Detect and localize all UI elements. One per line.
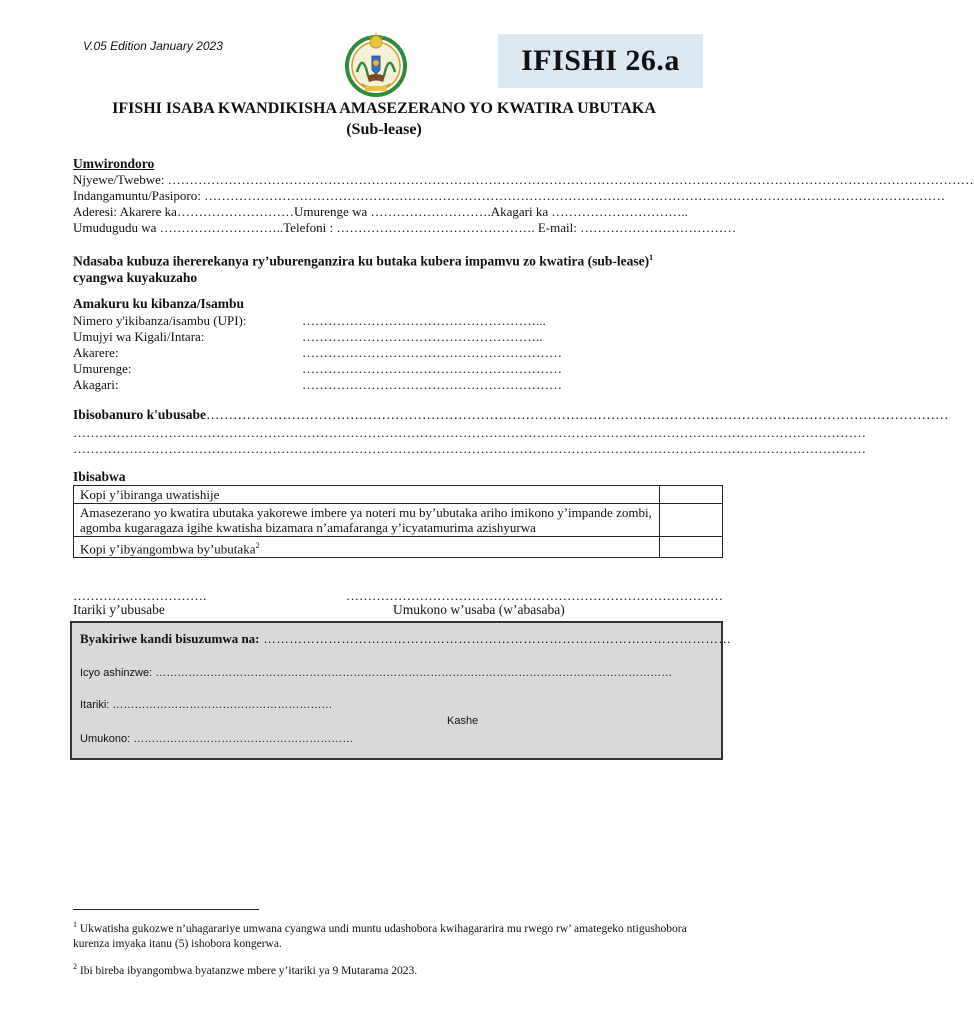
officer-role-dots: ……………………………………………………………………………………………………………………………: [152, 667, 673, 679]
document-item-lease-contract: Amasezerano yo kwatira ubutaka yakorewe imbere ya noteri mu by’ubutaka ariho imikono y’impande zombi, agomba kugaragaza igihe kwatisha bizamara n’amafaranga y’icyatamurima azishyurwa: [74, 504, 660, 537]
explanation-label: Ibisobanuro k'ubusabe: [73, 407, 206, 422]
plot-sector-label: Umurenge:: [73, 361, 132, 376]
request-text-part2: cyangwa kuyakuzaho: [73, 269, 198, 285]
officer-role-label: Icyo ashinzwe:: [80, 667, 153, 679]
documents-table: [73, 485, 723, 558]
received-by-dots: ………………………………………………………………………………………………: [259, 631, 732, 646]
form-subtitle: (Sub-lease): [346, 121, 422, 138]
office-signature-field[interactable]: [80, 733, 353, 745]
explanation-line-3[interactable]: …………………………………………………………………………………………………………………………………………………………………: [73, 441, 866, 456]
identity-heading: Umwirondoro: [73, 156, 155, 171]
applicant-signature-label: Umukono w’usaba (w’abasaba): [393, 602, 565, 617]
plot-upi-label: Nimero y'ikibanza/isambu (UPI):: [73, 313, 247, 328]
explanation-dots-1: …………………………………………………………………………………………………………………………………………………: [205, 407, 949, 422]
applicant-signature-field[interactable]: ……………………………………………………………………………: [346, 588, 723, 603]
plot-city-field[interactable]: ………………………………………………..: [302, 329, 543, 344]
plot-sector-field[interactable]: ……………………………………………………: [302, 361, 562, 376]
plot-cell-field[interactable]: ……………………………………………………: [302, 377, 562, 392]
officer-role-field[interactable]: [80, 667, 710, 679]
form-title: IFISHI ISABA KWANDIKISHA AMASEZERANO YO KWATIRA UBUTAKA: [112, 100, 656, 117]
explanation-line-2[interactable]: …………………………………………………………………………………………………………………………………………………………………: [73, 425, 866, 440]
footnote-2: [73, 959, 693, 979]
footnote-1-text: Ukwatisha gukozwe n’uhagarariye umwana cyangwa undi muntu udashobora kwihagararira mu rwego rw’ amategeko ntigushobora kurenza imyaka itanu (5) ishobora kongerwa.: [73, 922, 687, 950]
rwanda-coat-of-arms-icon: [343, 32, 409, 98]
plot-district-field[interactable]: ……………………………………………………: [302, 345, 562, 360]
received-by-field[interactable]: [80, 631, 732, 647]
plot-heading: Amakuru ku kibanza/Isambu: [73, 296, 245, 311]
document-item-land-title: [74, 537, 660, 558]
document-checkbox[interactable]: [660, 504, 723, 537]
request-statement: [73, 250, 693, 286]
office-date-dots: ……………………………………………………: [109, 699, 333, 711]
explanation-field[interactable]: [73, 407, 949, 423]
form-code: IFISHI 26.a: [521, 44, 680, 77]
footnote-2-mark: 2: [73, 962, 77, 971]
office-signature-dots: ……………………………………………………: [130, 733, 354, 745]
received-by-label: Byakiriwe kandi bisuzumwa na:: [80, 631, 260, 646]
identity-name-field[interactable]: Njyewe/Twebwe: ……………………………………………………………………………………………………………………………………………………………………: [73, 172, 974, 187]
identity-id-field[interactable]: Indangamuntu/Pasiporo: ………………………………………………………………………………………………………………………………………………………: [73, 188, 946, 203]
footnote-ref-1: 1: [649, 253, 654, 262]
document-checkbox[interactable]: [660, 537, 723, 558]
footnote-divider: [73, 909, 259, 910]
footnote-ref-2: 2: [255, 541, 260, 550]
document-item-land-title-text: Kopi y’ibyangombwa by’ubutaka: [80, 541, 256, 557]
document-item-id-copy: Kopi y’ibiranga uwatishije: [74, 486, 660, 504]
table-row: [74, 504, 723, 537]
footnote-2-text: Ibi bireba ibyangombwa byatanzwe mbere y’itariki ya 9 Mutarama 2023.: [77, 964, 418, 977]
table-row: [74, 486, 723, 504]
office-date-field[interactable]: [80, 699, 332, 711]
footnote-1: [73, 917, 693, 952]
application-date-field[interactable]: ………………………….: [73, 588, 207, 603]
request-text-part1: Ndasaba kubuza ihererekanya ry’uburenganzira ku butaka kubera impamvu zo kwatira (sub-lease): [73, 253, 650, 269]
table-row: [74, 537, 723, 558]
plot-cell-label: Akagari:: [73, 377, 119, 392]
plot-city-label: Umujyi wa Kigali/Intara:: [73, 329, 205, 344]
stamp-label: Kashe: [447, 715, 479, 727]
form-code-box: [498, 34, 703, 88]
documents-heading: Ibisabwa: [73, 469, 126, 484]
office-signature-label: Umukono:: [80, 733, 131, 745]
edition-label: V.05 Edition January 2023: [83, 39, 223, 53]
identity-contact-field[interactable]: Umudugudu wa ………………………..Telefoni : ………………………………………. E-mail: ………………………………: [73, 220, 737, 235]
application-date-label: Itariki y’ubusabe: [73, 602, 165, 617]
identity-address-field[interactable]: Aderesi: Akarere ka………………………Umurenge wa ……………………….Akagari ka …………………………..: [73, 204, 688, 219]
plot-upi-field[interactable]: ………………………………………………...: [302, 313, 546, 328]
office-date-label: Itariki:: [80, 699, 110, 711]
footnote-1-mark: 1: [73, 920, 77, 929]
document-checkbox[interactable]: [660, 486, 723, 504]
office-use-box: [70, 621, 732, 760]
plot-district-label: Akarere:: [73, 345, 119, 360]
